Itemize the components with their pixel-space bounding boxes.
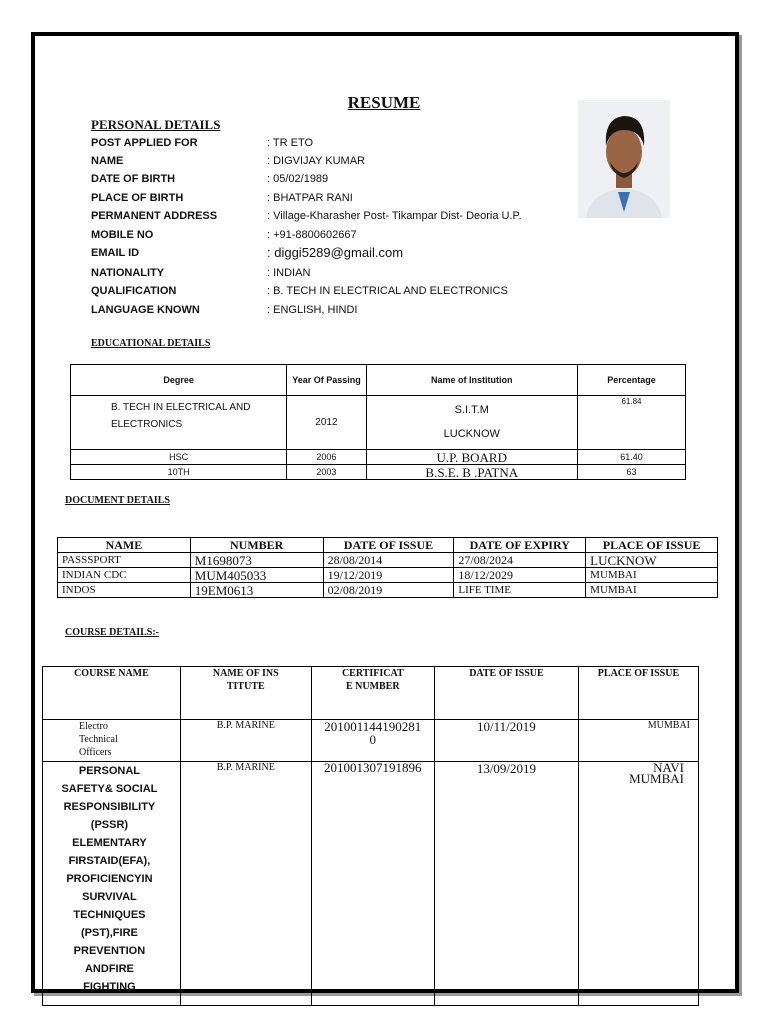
- profile-photo: [578, 100, 670, 218]
- document-table: [57, 537, 718, 598]
- table-row: 10TH 2003 B.S.E. B .PATNA 63: [71, 465, 686, 480]
- table-header-row: NAME NUMBER DATE OF ISSUE DATE OF EXPIRY PLACE OF ISSUE: [58, 538, 718, 553]
- educational-details-heading: EDUCATIONAL DETAILS: [91, 338, 211, 349]
- course-table: [42, 666, 699, 1006]
- table-row: PASSSPORT M1698073 28/08/2014 27/08/2024 LUCKNOW: [58, 553, 718, 568]
- table-row: Electro Technical Officers B.P. MARINE 2010011441902810 10/11/2019 MUMBAI: [43, 720, 699, 762]
- document-details-heading: DOCUMENT DETAILS: [65, 495, 170, 506]
- person-portrait-icon: [578, 100, 670, 218]
- table-row: B. TECH IN ELECTRICAL AND ELECTRONICS 2012 S.I.T.M LUCKNOW 61.84: [71, 396, 686, 450]
- course-details-heading: COURSE DETAILS:-: [65, 627, 159, 638]
- personal-details-heading: PERSONAL DETAILS: [91, 117, 221, 132]
- table-header-row: Degree Year Of Passing Name of Institution Percentage: [71, 365, 686, 396]
- table-row: INDOS 19EM0613 02/08/2019 LIFE TIME MUMBAI: [58, 583, 718, 598]
- table-row: PERSONAL SAFETY& SOCIAL RESPONSIBILITY (PSSR) ELEMENTARY FIRSTAID(EFA), PROFICIENCYIN SURVIVAL TECHNIQUES (PST),FIRE PREVENTION ANDFIRE FIGHTING B.P. MARINE 201001307191896 13/09/2019 NAVI MUMBAI: [43, 762, 699, 1006]
- table-row: HSC 2006 U.P. BOARD 61.40: [71, 450, 686, 465]
- page-title: RESUME: [347, 93, 421, 112]
- table-row: INDIAN CDC MUM405033 19/12/2019 18/12/2029 MUMBAI: [58, 568, 718, 583]
- table-header-row: COURSE NAME NAME OF INSTITUTE CERTIFICATE NUMBER DATE OF ISSUE PLACE OF ISSUE: [43, 667, 699, 720]
- education-table: [70, 364, 686, 480]
